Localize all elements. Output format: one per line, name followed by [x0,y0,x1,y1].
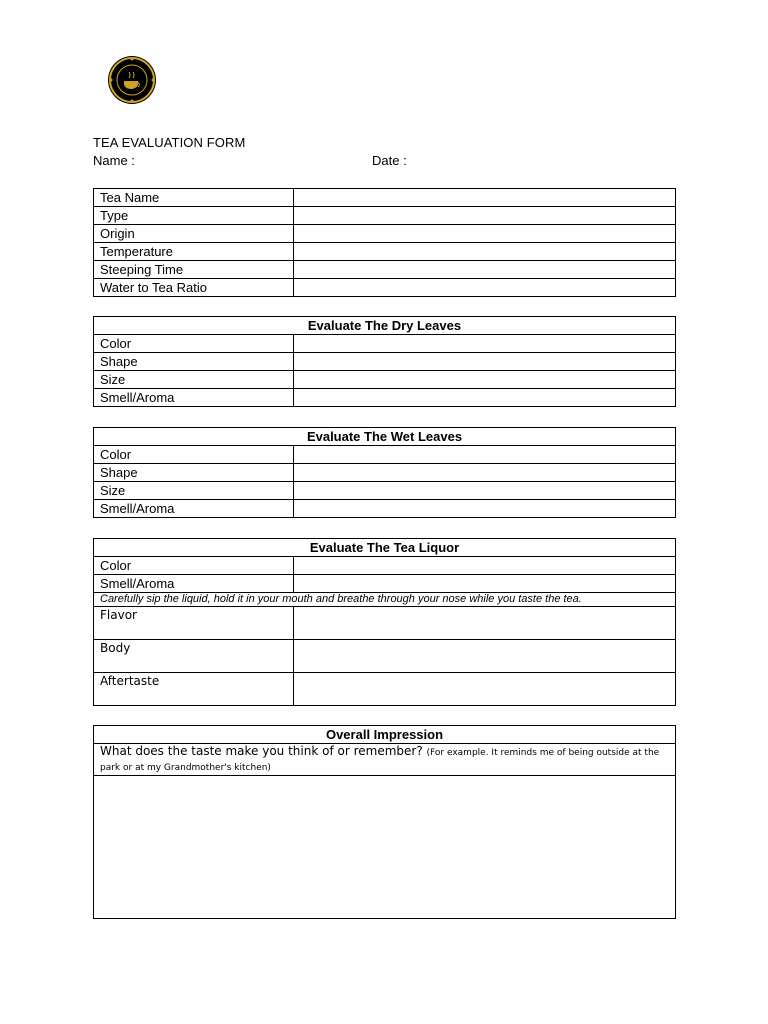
table-row [94,673,676,706]
row-label-smell-aroma: Smell/Aroma [94,575,294,593]
overall-question [94,744,676,776]
row-label-shape: Shape [94,464,294,482]
table-row [94,371,676,389]
table-row [94,335,676,353]
name-date-line [93,153,493,168]
liquor-color-field[interactable] [294,557,676,575]
row-label-color: Color [94,446,294,464]
dry-leaves-heading: Evaluate The Dry Leaves [94,317,676,335]
overall-impression-heading: Overall Impression [94,726,676,744]
institute-logo [106,54,158,106]
row-label-color: Color [94,335,294,353]
table-row [94,428,676,446]
table-row [94,446,676,464]
wet-size-field[interactable] [294,482,676,500]
type-field[interactable] [294,207,676,225]
row-label-aftertaste: Aftertaste [94,673,294,706]
tea-liquor-heading: Evaluate The Tea Liquor [94,539,676,557]
body-field[interactable] [294,640,676,673]
steeping-time-field[interactable] [294,261,676,279]
table-row [94,539,676,557]
wet-leaves-heading: Evaluate The Wet Leaves [94,428,676,446]
table-row [94,353,676,371]
table-row [94,640,676,673]
aftertaste-field[interactable] [294,673,676,706]
table-row [94,575,676,593]
table-row [94,557,676,575]
table-row [94,243,676,261]
wet-aroma-field[interactable] [294,500,676,518]
table-row [94,279,676,297]
row-label-size: Size [94,371,294,389]
table-row [94,389,676,407]
overall-question-text: What does the taste make you think of or remember? [100,744,423,758]
name-label: Name : [93,153,135,168]
row-label-flavor: Flavor [94,607,294,640]
row-label-body: Body [94,640,294,673]
row-label-origin: Origin [94,225,294,243]
table-row [94,261,676,279]
table-row [94,207,676,225]
water-ratio-field[interactable] [294,279,676,297]
table-row [94,744,676,776]
wet-color-field[interactable] [294,446,676,464]
dry-size-field[interactable] [294,371,676,389]
table-row [94,593,676,607]
tasting-instruction: Carefully sip the liquid, hold it in your mouth and breathe through your nose while you taste the tea. [94,593,676,607]
table-row [94,776,676,919]
date-label: Date : [372,153,407,168]
origin-field[interactable] [294,225,676,243]
row-label-size: Size [94,482,294,500]
wet-shape-field[interactable] [294,464,676,482]
overall-example-text: (For example. It reminds me of being outside at the park or at my Grandmother's kitchen) [100,748,660,773]
row-label-steeping-time: Steeping Time [94,261,294,279]
form-title: TEA EVALUATION FORM [93,135,246,150]
table-row [94,500,676,518]
dry-aroma-field[interactable] [294,389,676,407]
tea-info-table [93,188,676,297]
tea-name-field[interactable] [294,189,676,207]
dry-leaves-table [93,316,676,407]
dry-color-field[interactable] [294,335,676,353]
row-label-color: Color [94,557,294,575]
liquor-aroma-field[interactable] [294,575,676,593]
overall-impression-table [93,725,676,919]
temperature-field[interactable] [294,243,676,261]
row-label-temperature: Temperature [94,243,294,261]
table-row [94,726,676,744]
table-row [94,189,676,207]
dry-shape-field[interactable] [294,353,676,371]
wet-leaves-table [93,427,676,518]
table-row [94,464,676,482]
row-label-water-ratio: Water to Tea Ratio [94,279,294,297]
table-row [94,607,676,640]
overall-impression-field[interactable] [94,776,676,919]
row-label-smell-aroma: Smell/Aroma [94,389,294,407]
table-row [94,482,676,500]
tea-liquor-table [93,538,676,706]
table-row [94,225,676,243]
row-label-type: Type [94,207,294,225]
row-label-smell-aroma: Smell/Aroma [94,500,294,518]
flavor-field[interactable] [294,607,676,640]
row-label-shape: Shape [94,353,294,371]
table-row [94,317,676,335]
row-label-tea-name: Tea Name [94,189,294,207]
